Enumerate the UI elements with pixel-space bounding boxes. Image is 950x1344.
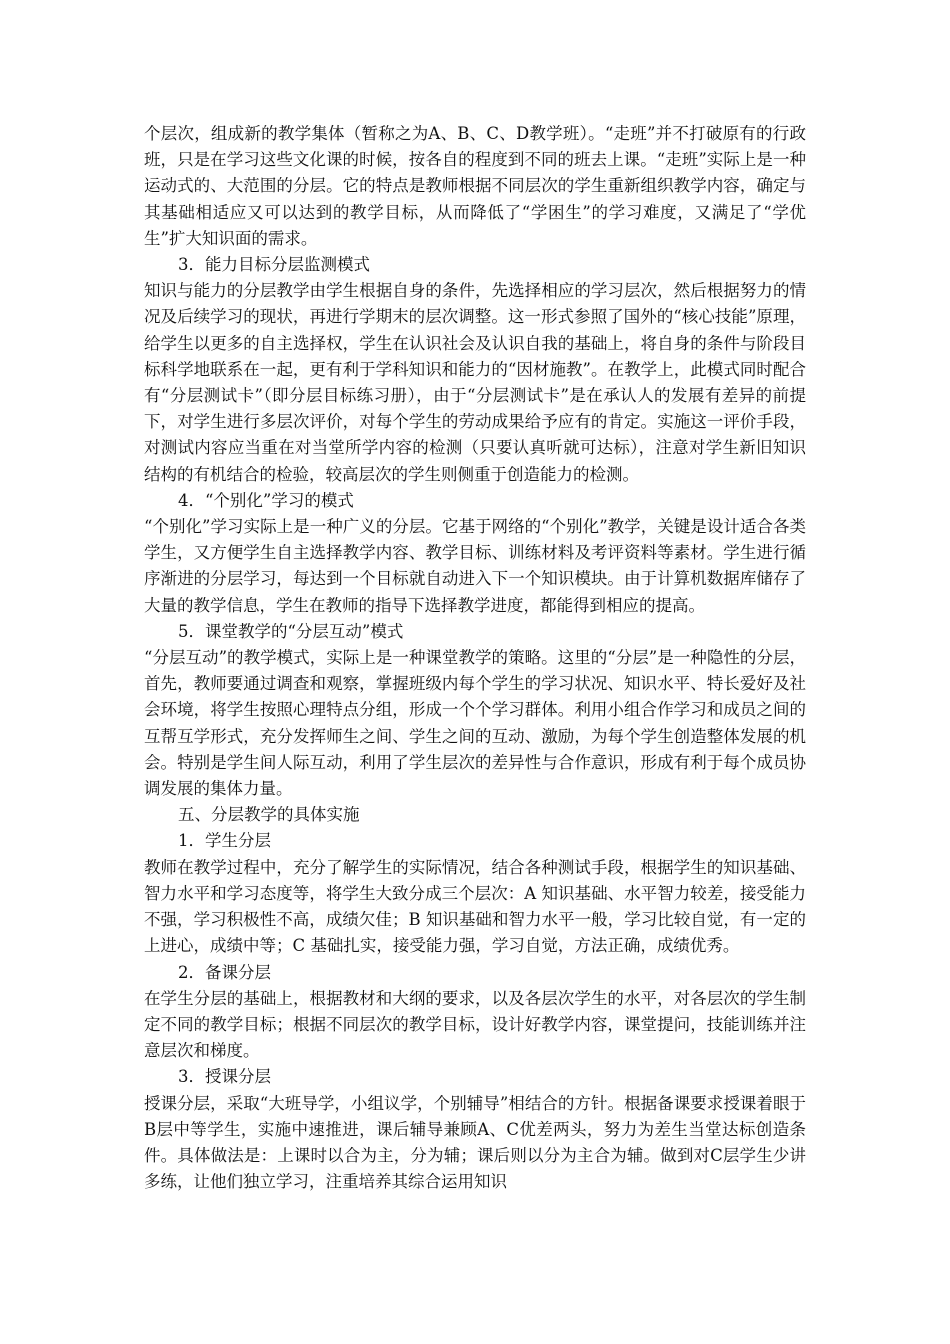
body-paragraph: 教师在教学过程中，充分了解学生的实际情况，结合各种测试手段，根据学生的知识基础、智力水平和学习态度等，将学生大致分成三个层次：A 知识基础、水平智力较差，接受能力不强，学习积极性不高，成绩欠佳；B 知识基础和智力水平一般，学习比较自觉，有一定的上进心，成绩中等；C 基础扎实，接受能力强，学习自觉，方法正确，成绩优秀。 [144,857,806,956]
body-paragraph: 个层次，组成新的教学集体（暂称之为A、B、C、D教学班）。“走班”并不打破原有的行政班，只是在学习这些文化课的时候，按各自的程度到不同的班去上课。“走班”实际上是一种运动式的、大范围的分层。它的特点是教师根据不同层次的学生重新组织教学内容，确定与其基础相适应又可以达到的教学目标，从而降低了“学困生”的学习难度，又满足了“学优生”扩大知识面的需求。 [144,124,806,248]
section-heading: 3．能力目标分层监测模式 [178,255,370,275]
section-heading: 2．备课分层 [178,962,271,982]
body-paragraph: 授课分层，采取“大班导学，小组议学，个别辅导”相结合的方针。根据备课要求授课着眼于B层中等学生，实施中速推进，课后辅导兼顾A、C优差两头，努力为差生当堂达标创造条件。具体做法是：上课时以合为主，分为辅；课后则以分为主合为辅。做到对C层学生少讲多练，让他们独立学习，注重培养其综合运用知识 [144,1093,806,1192]
body-paragraph: 在学生分层的基础上，根据教材和大纲的要求，以及各层次学生的水平，对各层次的学生制定不同的教学目标；根据不同层次的教学目标，设计好教学内容，课堂提问，技能训练并注意层次和梯度。 [144,988,806,1061]
document-page [144,121,806,1195]
body-paragraph: “个别化”学习实际上是一种广义的分层。它基于网络的“个别化”教学，关键是设计适合各类学生，又方便学生自主选择教学内容、教学目标、训练材料及考评资料等素材。学生进行循序渐进的分层学习，每达到一个目标就自动进入下一个知识模块。由于计算机数据库储存了大量的教学信息，学生在教师的指导下选择教学进度，都能得到相应的提高。 [144,517,806,615]
body-paragraph: “分层互动”的教学模式，实际上是一种课堂教学的策略。这里的“分层”是一种隐性的分层，首先，教师要通过调查和观察，掌握班级内每个学生的学习状况、知识水平、特长爱好及社会环境，将学生按照心理特点分组，形成一个个学习群体。利用小组合作学习和成员之间的互帮互学形式，充分发挥师生之间、学生之间的互动、激励，为每个学生创造整体发展的机会。特别是学生间人际互动，利用了学生层次的差异性与合作意识，形成有利于每个成员协调发展的集体力量。 [144,648,806,799]
chapter-heading: 五、分层教学的具体实施 [178,805,360,825]
body-paragraph: 知识与能力的分层教学由学生根据自身的条件，先选择相应的学习层次，然后根据努力的情况及后续学习的现状，再进行学期末的层次调整。这一形式参照了国外的“核心技能”原理，给学生以更多的自主选择权，学生在认识社会及认识自我的基础上，将自身的条件与阶段目标科学地联系在一起，更有利于学科知识和能力的“因材施教”。在教学上，此模式同时配合有“分层测试卡”（即分层目标练习册），由于“分层测试卡”是在承认人的发展有差异的前提下，对学生进行多层次评价，对每个学生的劳动成果给予应有的肯定。实施这一评价手段，对测试内容应当重在对当堂所学内容的检测（只要认真听就可达标），注意对学生新旧知识结构的有机结合的检验，较高层次的学生则侧重于创造能力的检测。 [144,281,806,484]
section-heading: 5．课堂教学的“分层互动”模式 [178,621,404,641]
section-heading: 3．授课分层 [178,1067,271,1087]
section-heading: 4．“个别化”学习的模式 [178,490,354,510]
section-heading: 1．学生分层 [178,831,271,851]
